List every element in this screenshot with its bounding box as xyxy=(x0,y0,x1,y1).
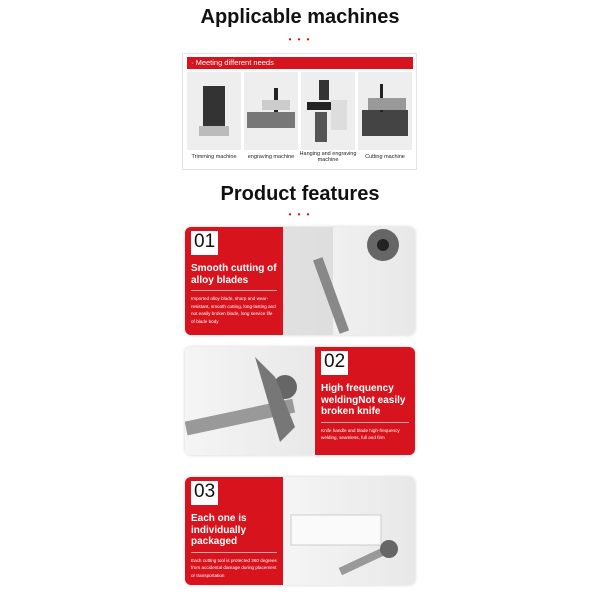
feature-card-1 xyxy=(185,227,415,335)
heading-dots: • • • xyxy=(288,35,312,44)
feature-number: 03 xyxy=(191,481,218,505)
product-features-heading: Product features xyxy=(220,183,380,205)
router-bit-image xyxy=(283,227,415,335)
router-bit-image xyxy=(185,347,315,455)
feature-card-3 xyxy=(185,477,415,585)
heading-dots: • • • xyxy=(288,210,312,219)
cutting-machine-image xyxy=(358,72,412,150)
feature-description: Knife handle and blade high-frequency welding, seamless, full and firm xyxy=(321,427,400,440)
machines-banner: · Meeting different needs xyxy=(187,57,413,69)
machine-label: engraving machine xyxy=(247,154,295,160)
machines-panel xyxy=(182,53,417,170)
applicable-machines-heading: Applicable machines xyxy=(200,6,400,28)
feature-title: Smooth cutting of alloy blades xyxy=(191,263,277,286)
engraving-machine-image xyxy=(244,72,298,150)
machine-label: Cutting machine xyxy=(365,154,405,160)
feature-description: Imported alloy blade, sharp and wear-resistant, smooth cutting, long-lasting and not easily broken blade, long service life of blade body xyxy=(191,296,276,324)
feature-card-2 xyxy=(185,347,415,455)
feature-title: High frequency weldingNot easily broken knife xyxy=(321,383,406,417)
feature-title: Each one is individually packaged xyxy=(191,513,247,547)
feature-number: 02 xyxy=(321,351,348,375)
feature-description: Each cutting tool is protected 360 degrees from accidental damage during placement or transportation xyxy=(191,557,277,578)
machine-label: Trimming machine xyxy=(191,154,237,160)
trimming-machine-image xyxy=(187,72,241,150)
feature-number: 01 xyxy=(191,231,218,255)
packaged-bit-image xyxy=(283,477,415,585)
hanging-engraving-machine-image xyxy=(301,72,355,150)
machine-label: Hanging and engraving machine xyxy=(299,151,357,163)
